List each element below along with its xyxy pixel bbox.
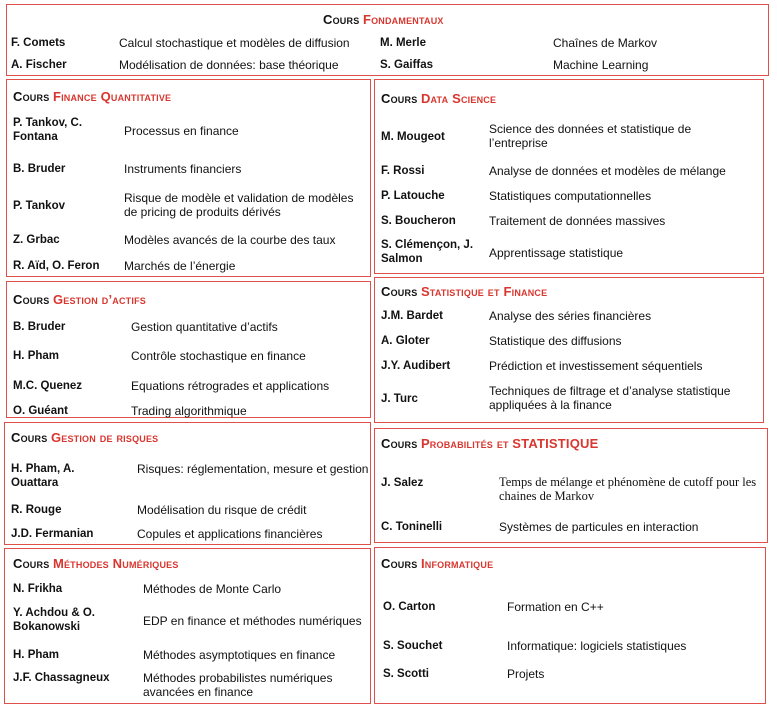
course-name: Techniques de filtrage et d’analyse statistique appliquées à la finance [489, 384, 731, 412]
teacher-name: J.M. Bardet [381, 310, 443, 322]
section-methodes-numeriques [4, 548, 371, 704]
title-word: Gestion de risques [50, 430, 159, 445]
section-title [13, 556, 179, 571]
title-word: Informatique [420, 556, 494, 571]
section-informatique [374, 547, 766, 704]
teacher-name: A. Fischer [11, 59, 67, 71]
teacher-name: J. Turc [381, 393, 418, 405]
course-name: Systèmes de particules en interaction [499, 520, 699, 534]
course-name: Calcul stochastique et modèles de diffusion [119, 36, 350, 50]
teacher-name: H. Pham [13, 649, 60, 661]
section-statistique-finance [374, 277, 764, 423]
course-name: Contrôle stochastique en finance [131, 349, 306, 363]
course-name: Méthodes asymptotiques en finance [143, 648, 336, 662]
course-name: Modèles avancés de la courbe des taux [124, 233, 336, 247]
teacher-name: P. Tankov [13, 200, 65, 212]
course-name: Trading algorithmique [131, 404, 247, 418]
teacher-name: R. Rouge [11, 504, 62, 516]
title-word: Data Science [420, 91, 497, 106]
title-word: Méthodes Numériques [52, 556, 179, 571]
title-word: Cours [381, 436, 418, 451]
teacher-name: O. Carton [383, 601, 436, 613]
course-name: Science des données et statistique de l’entreprise [489, 122, 692, 150]
course-name: Statistique des diffusions [489, 334, 622, 348]
course-name: Informatique: logiciels statistiques [507, 639, 687, 653]
course-name: Formation en C++ [507, 600, 604, 614]
teacher-name: C. Toninelli [381, 521, 443, 533]
section-title [381, 556, 493, 571]
title-word: STATISTIQUE [512, 436, 599, 451]
title-word: Statistique et Finance [420, 284, 548, 299]
title-word: Cours [381, 284, 418, 299]
teacher-name: B. Bruder [13, 163, 66, 175]
course-name: Statistiques computationnelles [489, 189, 652, 203]
title-word: Cours [13, 89, 50, 104]
course-name: Chaînes de Markov [553, 36, 658, 50]
title-word: Gestion d’actifs [52, 292, 146, 307]
teacher-name: F. Rossi [381, 165, 425, 177]
section-data-science [374, 79, 764, 274]
course-name: EDP en finance et méthodes numériques [143, 614, 362, 628]
teacher-name: F. Comets [11, 37, 66, 49]
course-name: Copules et applications financières [137, 527, 323, 541]
teacher-name: J.Y. Audibert [381, 360, 451, 372]
teacher-name: M. Merle [380, 37, 427, 49]
teacher-name: S. Scotti [383, 668, 430, 680]
section-fondamentaux [6, 4, 769, 76]
title-word: Cours [13, 556, 50, 571]
teacher-name: S. Clémençon, J. Salmon [381, 239, 474, 265]
teacher-name: S. Gaiffas [380, 59, 434, 71]
section-finance-quantitative [6, 79, 371, 277]
section-title [323, 12, 444, 27]
section-gestion-actifs [6, 281, 371, 418]
teacher-name: P. Latouche [381, 190, 445, 202]
teacher-name: R. Aïd, O. Feron [13, 260, 100, 272]
teacher-name: S. Boucheron [381, 215, 456, 227]
course-name: Marchés de l’énergie [124, 259, 236, 273]
title-word: Cours [381, 556, 418, 571]
title-word: Fondamentaux [362, 12, 444, 27]
course-name: Gestion quantitative d’actifs [131, 320, 278, 334]
section-title [11, 430, 158, 445]
teacher-name: A. Gloter [381, 335, 430, 347]
teacher-name: M.C. Quenez [13, 380, 83, 392]
course-name: Prédiction et investissement séquentiels [489, 359, 703, 373]
section-title [13, 292, 146, 307]
section-probabilites-statistique [374, 428, 768, 543]
section-title [381, 436, 599, 451]
teacher-name: M. Mougeot [381, 131, 445, 143]
course-name: Analyse des séries financières [489, 309, 652, 323]
course-name: Méthodes probabilistes numériques avancées en finance [143, 671, 333, 699]
course-name: Traitement de données massives [489, 214, 666, 228]
teacher-name: S. Souchet [383, 640, 443, 652]
teacher-name: B. Bruder [13, 321, 66, 333]
course-name: Modélisation du risque de crédit [137, 503, 307, 517]
section-title [13, 89, 171, 104]
course-name: Méthodes de Monte Carlo [143, 582, 282, 596]
section-title [381, 91, 496, 106]
teacher-name: J.F. Chassagneux [13, 672, 110, 684]
title-word: Cours [13, 292, 50, 307]
course-name: Projets [507, 667, 545, 681]
teacher-name: O. Guéant [13, 405, 68, 417]
course-name: Modélisation de données: base théorique [119, 58, 339, 72]
course-name: Risques: réglementation, mesure et gestion [137, 462, 369, 476]
teacher-name: N. Frikha [13, 583, 63, 595]
course-name: Apprentissage statistique [489, 246, 624, 260]
section-title [381, 284, 547, 299]
title-word: Finance Quantitative [52, 89, 172, 104]
teacher-name: H. Pham, A. Ouattara [11, 463, 75, 489]
title-word: Cours [11, 430, 48, 445]
teacher-name: Z. Grbac [13, 234, 60, 246]
teacher-name: H. Pham [13, 350, 60, 362]
title-word: Cours [323, 12, 360, 27]
course-name: Equations rétrogrades et applications [131, 379, 330, 393]
title-word: Probabilités et [420, 436, 509, 451]
course-name: Analyse de données et modèles de mélange [489, 164, 726, 178]
course-name: Instruments financiers [124, 162, 242, 176]
course-name: Processus en finance [124, 124, 239, 138]
course-name: Temps de mélange et phénomène de cutoff pour les chaines de Markov [499, 475, 757, 503]
teacher-name: J. Salez [381, 477, 424, 489]
teacher-name: P. Tankov, C. Fontana [13, 117, 83, 143]
teacher-name: Y. Achdou & O. Bokanowski [13, 607, 95, 633]
section-gestion-risques [4, 422, 371, 545]
title-word: Cours [381, 91, 418, 106]
course-name: Risque de modèle et validation de modèles de pricing de produits dérivés [124, 191, 354, 219]
teacher-name: J.D. Fermanian [11, 528, 94, 540]
course-name: Machine Learning [553, 58, 649, 72]
